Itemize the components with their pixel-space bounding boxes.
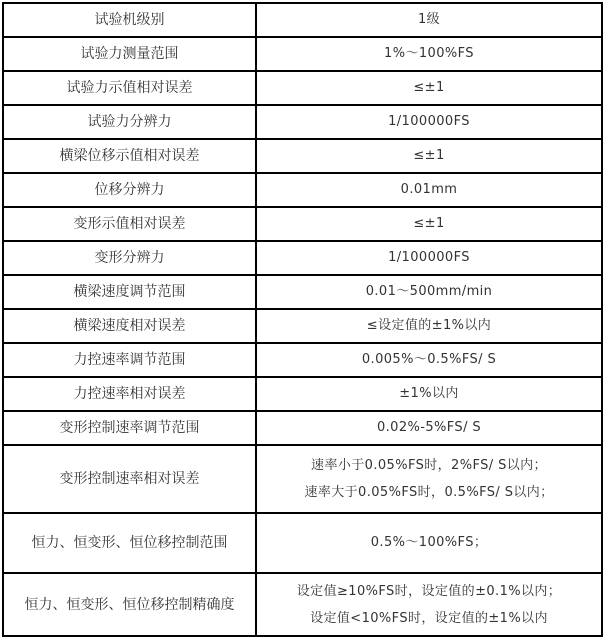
spec-value: 0.5%～100%FS；: [256, 513, 602, 573]
spec-label: 试验力测量范围: [3, 37, 256, 71]
table-row: [3, 207, 602, 241]
table-row: [3, 105, 602, 139]
spec-label: 横梁位移示值相对误差: [3, 139, 256, 173]
spec-value: ≤±1: [256, 71, 602, 105]
spec-label: 变形控制速率相对误差: [3, 445, 256, 513]
spec-value: 1级: [256, 3, 602, 37]
table-row: [3, 139, 602, 173]
spec-value: ≤±1: [256, 139, 602, 173]
spec-label: 力控速率调节范围: [3, 343, 256, 377]
table-row: [3, 37, 602, 71]
table-row: [3, 377, 602, 411]
spec-label: 试验力示值相对误差: [3, 71, 256, 105]
spec-label: 变形示值相对误差: [3, 207, 256, 241]
spec-label: 变形控制速率调节范围: [3, 411, 256, 445]
spec-label: 试验机级别: [3, 3, 256, 37]
spec-label: 力控速率相对误差: [3, 377, 256, 411]
table-row: [3, 445, 602, 513]
spec-value: 0.01～500mm/min: [256, 275, 602, 309]
spec-value: ≤设定值的±1%以内: [256, 309, 602, 343]
spec-value: 1/100000FS: [256, 105, 602, 139]
table-row: [3, 343, 602, 377]
spec-label: 变形分辨力: [3, 241, 256, 275]
spec-value: 1%～100%FS: [256, 37, 602, 71]
spec-value: ±1%以内: [256, 377, 602, 411]
spec-label: 横梁速度调节范围: [3, 275, 256, 309]
table-row: [3, 3, 602, 37]
table-row: [3, 71, 602, 105]
table-row: [3, 411, 602, 445]
spec-value-line: 设定值≥10%FS时，设定值的±0.1%以内；: [296, 583, 562, 599]
specs-table: [2, 2, 603, 637]
table-row: [3, 513, 602, 573]
spec-value-line: 速率小于0.05%FS时，2%FS/ S以内；: [311, 458, 547, 473]
specs-table-body: [3, 3, 602, 636]
spec-value: 0.02%-5%FS/ S: [256, 411, 602, 445]
spec-label: 试验力分辨力: [3, 105, 256, 139]
spec-value-line: 设定值<10%FS时，设定值的±1%以内: [310, 610, 548, 626]
spec-value: [256, 445, 602, 513]
spec-value: 0.01mm: [256, 173, 602, 207]
spec-label: 恒力、恒变形、恒位移控制精确度: [3, 573, 256, 636]
spec-value: ≤±1: [256, 207, 602, 241]
spec-label: 位移分辨力: [3, 173, 256, 207]
spec-label: 恒力、恒变形、恒位移控制范围: [3, 513, 256, 573]
spec-value-line: 速率大于0.05%FS时，0.5%FS/ S以内；: [304, 485, 554, 500]
spec-value: 0.005%～0.5%FS/ S: [256, 343, 602, 377]
spec-label: 横梁速度相对误差: [3, 309, 256, 343]
table-row: [3, 241, 602, 275]
spec-value: 1/100000FS: [256, 241, 602, 275]
table-row: [3, 275, 602, 309]
table-row: [3, 309, 602, 343]
table-row: [3, 173, 602, 207]
